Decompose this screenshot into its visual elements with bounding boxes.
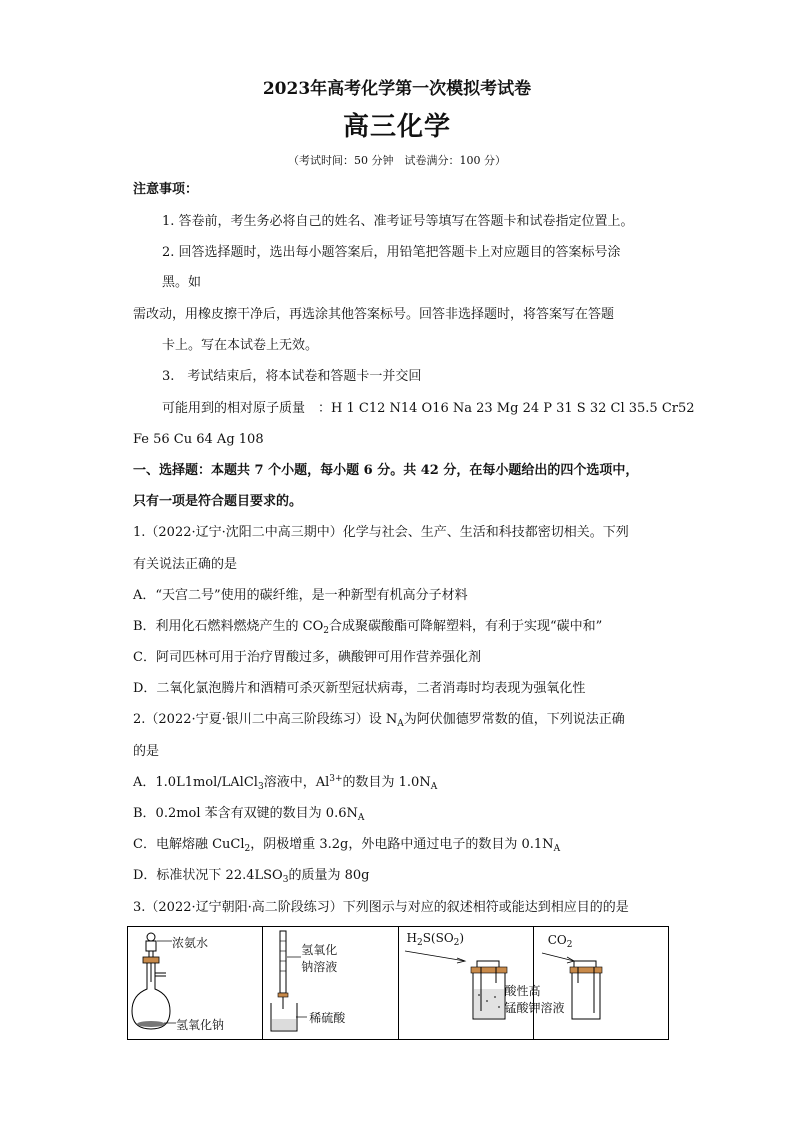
notice-item-3: 3. 考试结束后，将本试卷和答题卡一并交回 <box>162 369 422 384</box>
q2-option-d: D．标准状况下 $22.4LSO_3$的质量为 80g <box>133 868 370 885</box>
notice-heading: 注意事项： <box>133 182 199 197</box>
q2-stem-a: 2.（2022·宁夏·银川二中高三阶段练习）设 $N_A$为阿伏伽德罗常数的值，下列说法正确 <box>133 712 625 729</box>
q1-stem-b: 有关说法正确的是 <box>133 557 238 572</box>
q1-option-a: A．“天宫二号”使用的碳纤维，是一种新型有机高分子材料 <box>133 588 468 603</box>
q2-option-c: C．电解熔融 CuCl$_2$，阴极增重 3.2g，外电路中通过电子的数目为 $0.1N_A$ <box>133 837 561 854</box>
label-naoh-solution-b: 钠溶液 <box>301 960 338 974</box>
figure-co2-collection <box>534 927 668 1039</box>
q2-option-a: A．1.0L1mol/LAlCl$_3$溶液中，$Al^{3+}$的数目为 $1.0N_A$ <box>133 774 438 792</box>
label-dilute-sulfuric-acid: 稀硫酸 <box>309 1011 346 1025</box>
figure-ammonia-setup <box>128 927 263 1039</box>
q1-option-c: C．阿司匹林可用于治疗胃酸过多，碘酸钾可用作营养强化剂 <box>133 650 481 665</box>
exam-subject: 高三化学 <box>342 112 451 142</box>
q1-stem-a: 1.（2022·辽宁·沈阳二中高三期中）化学与社会、生产、生活和科技都密切相关。下列 <box>133 525 629 540</box>
notice-item-2b: 黑。如 <box>162 275 202 290</box>
q1-option-b: B．利用化石燃料燃烧产生的 $CO_2$合成聚碳酸酯可降解塑料，有利于实现“碳中和” <box>133 619 603 636</box>
section-heading-a: 一、选择题：本题共 7 个小题，每小题 6 分。共 42 分，在每小题给出的四个选项中， <box>133 463 639 478</box>
q1-option-d: D．二氧化氯泡腾片和酒精可杀灭新型冠状病毒，二者消毒时均表现为强氧化性 <box>133 681 586 696</box>
label-h2s-so2: $H_2S(SO_2)$ <box>406 931 465 948</box>
section-heading-b: 只有一项是符合题目要求的。 <box>133 494 303 509</box>
label-conc-ammonia: 浓氨水 <box>172 936 209 950</box>
notice-item-2d: 卡上。写在本试卷上无效。 <box>162 338 319 353</box>
notice-item-2c: 需改动，用橡皮擦干净后，再选涂其他答案标号。回答非选择题时，将答案写在答题 <box>133 307 615 322</box>
label-co2: $CO_2$ <box>547 933 573 950</box>
exam-title: 2023年高考化学第一次模拟考试卷 <box>262 79 532 99</box>
atomic-masses-b: Fe 56 Cu 64 Ag 108 <box>133 432 264 447</box>
exam-info: （考试时间：50 分钟 试卷满分：100 分） <box>288 154 506 167</box>
label-acidic-kmno4-a: 酸性高 <box>504 984 541 998</box>
atomic-masses-a: 可能用到的相对原子质量 ：H 1 C12 N14 O16 Na 23 Mg 24 P 31 S 32 Cl 35.5 Cr52 <box>162 401 695 416</box>
q2-stem-b: 的是 <box>133 744 160 759</box>
q3-stem: 3.（2022·辽宁朝阳·高二阶段练习）下列图示与对应的叙述相符或能达到相应目的的是 <box>133 900 629 915</box>
notice-item-1: 1. 答卷前，考生务必将自己的姓名、准考证号等填写在答题卡和试卷指定位置上。 <box>162 214 634 229</box>
q3-figure-table <box>127 926 669 1040</box>
label-sodium-hydroxide: 氢氧化钠 <box>176 1018 225 1032</box>
figure-titration-setup <box>263 927 398 1039</box>
q2-option-b: B．0.2mol 苯含有双键的数目为 $0.6N_A$ <box>133 806 365 823</box>
label-acidic-kmno4-b: 锰酸钾溶液 <box>504 1001 565 1015</box>
label-naoh-solution-a: 氢氧化 <box>301 943 338 957</box>
notice-item-2a: 2. 回答选择题时，选出每小题答案后，用铅笔把答题卡上对应题目的答案标号涂 <box>162 245 621 260</box>
